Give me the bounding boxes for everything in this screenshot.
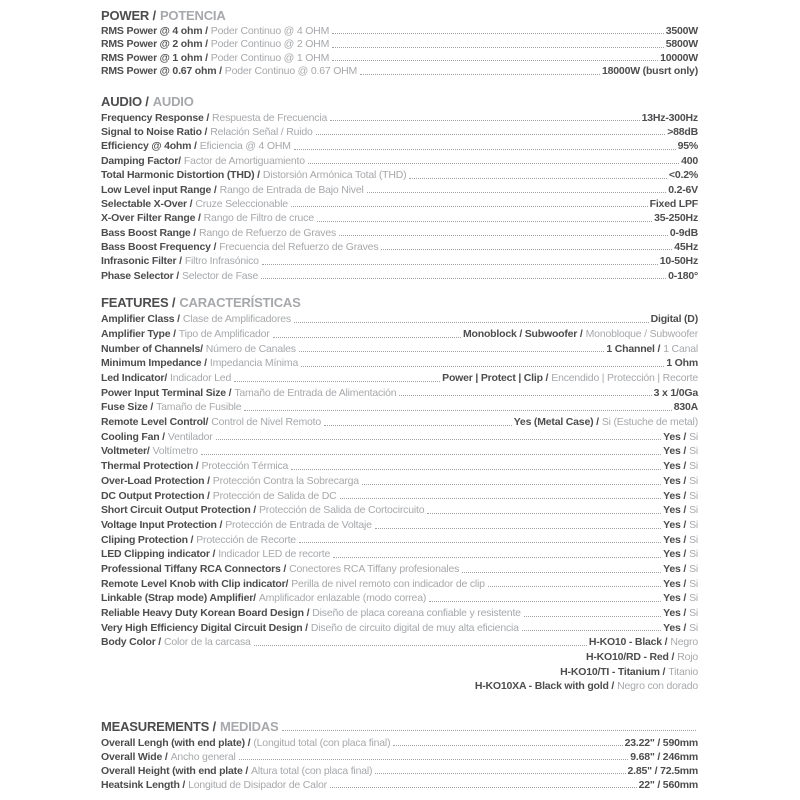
spec-value-en: Yes /: [663, 577, 687, 590]
dotted-leader: [294, 149, 676, 150]
spec-row: [101, 111, 698, 125]
spec-value-en: Yes /: [663, 548, 687, 561]
spec-row: [101, 269, 698, 283]
spec-label-es: Poder Continuo @ 0.67 OHM: [224, 65, 358, 78]
spec-label-es: Relación Señal / Ruido: [210, 125, 313, 138]
dotted-leader: [462, 572, 661, 573]
dotted-leader: [375, 528, 661, 529]
spec-row: [101, 518, 698, 533]
spec-value-en: H-KO10 - Black /: [588, 636, 668, 649]
dotted-leader: [234, 381, 440, 382]
dotted-leader: [299, 542, 661, 543]
dotted-leader: [273, 337, 461, 338]
section-measurements: [101, 720, 698, 792]
spec-label-es: Eficiencia @ 4 OHM: [199, 140, 291, 153]
spec-row: [101, 254, 698, 268]
spec-label-es: Perilla de nivel remoto con indicador de clip: [291, 577, 485, 590]
section-title-es: CARACTERÍSTICAS: [179, 295, 301, 311]
spec-row: [101, 139, 698, 153]
spec-label-en: Remote Level Knob with Clip indicator/: [101, 577, 289, 590]
section-audio: [101, 95, 698, 284]
spec-label-en: Over-Load Protection /: [101, 474, 210, 487]
spec-value-es: Negro con dorado: [617, 680, 698, 693]
spec-row: [101, 764, 698, 778]
spec-row: [101, 444, 698, 459]
dotted-leader: [429, 601, 661, 602]
dotted-leader: [301, 366, 664, 367]
dotted-leader: [254, 645, 587, 646]
spec-label-es: Frecuencia del Refuerzo de Graves: [219, 241, 379, 254]
spec-label-en: Professional Tiffany RCA Connectors /: [101, 562, 287, 575]
spec-value-en: Yes /: [663, 489, 687, 502]
spec-value-en: 13Hz-300Hz: [641, 111, 698, 124]
dotted-leader: [239, 759, 629, 760]
section-title-en: POWER /: [101, 8, 156, 23]
spec-value-en: Fixed LPF: [649, 197, 698, 210]
dotted-leader: [409, 178, 666, 179]
spec-label-es: Indicador Led: [170, 372, 232, 384]
dotted-leader: [330, 120, 640, 121]
spec-value-es: Si: [689, 518, 698, 531]
spec-value-es: Si: [689, 474, 698, 487]
dotted-leader: [367, 192, 667, 193]
spec-value-en: H-KO10/RD - Red /: [586, 651, 675, 664]
dotted-leader: [308, 163, 679, 164]
spec-label-en: Cliping Protection /: [101, 533, 194, 546]
spec-label-en: RMS Power @ 0.67 ohm /: [101, 65, 222, 78]
spec-row: [101, 474, 698, 489]
spec-label-en: Infrasonic Filter /: [101, 255, 182, 268]
spec-value-en: Digital (D): [650, 313, 698, 326]
spec-label-es: Poder Continuo @ 4 OHM: [210, 25, 330, 37]
spec-label-en: Bass Boost Range /: [101, 226, 197, 239]
spec-label-es: Distorsión Armónica Total (THD): [262, 169, 407, 182]
spec-label-en: Thermal Protection /: [101, 460, 199, 473]
dotted-leader: [216, 439, 662, 440]
dotted-leader: [316, 134, 666, 135]
spec-row: [101, 342, 698, 357]
spec-row: [101, 503, 698, 518]
spec-label-es: Protección Térmica: [201, 460, 289, 473]
spec-row: [101, 430, 698, 445]
spec-value-en: 3 x 1/0Ga: [653, 386, 698, 399]
spec-value-es: Si: [689, 504, 698, 517]
spec-label-en: Efficiency @ 4ohm /: [101, 140, 197, 153]
dotted-leader: [332, 33, 664, 34]
dotted-leader: [393, 745, 622, 746]
spec-label-es: Número de Canales: [205, 342, 296, 355]
spec-value-es: 1 Canal: [663, 342, 698, 355]
dotted-leader: [524, 616, 661, 617]
dotted-leader: [244, 410, 671, 411]
spec-value-en: >88dB: [667, 125, 698, 138]
spec-value-en: 0.2-6V: [668, 183, 698, 196]
spec-row: [101, 183, 698, 197]
spec-value-en: 0-180°: [668, 269, 698, 282]
section-title-measurements: [101, 720, 698, 734]
spec-row: [101, 415, 698, 430]
spec-row: [101, 778, 698, 792]
spec-label-es: Protección de Salida de DC: [212, 489, 337, 502]
dotted-leader: [330, 787, 637, 788]
spec-value-es: Si: [689, 548, 698, 561]
spec-row: [101, 154, 698, 168]
dotted-leader: [333, 557, 661, 558]
spec-value-en: Yes /: [663, 474, 687, 487]
spec-label-es: Factor de Amortiguamiento: [183, 154, 305, 167]
spec-value-es: Si: [689, 460, 698, 473]
dotted-leader: [317, 221, 652, 222]
dotted-leader: [261, 278, 666, 279]
dotted-leader: [291, 206, 648, 207]
spec-value-en: Yes /: [663, 460, 687, 473]
spec-row: [101, 168, 698, 182]
spec-row: [101, 562, 698, 577]
section-title-es: POTENCIA: [159, 8, 226, 23]
spec-label-en: Remote Level Control/: [101, 416, 209, 429]
spec-label-en: Minimum Impedance /: [101, 357, 207, 370]
dotted-leader: [332, 47, 664, 48]
spec-label-en: Body Color /: [101, 636, 162, 649]
dotted-leader: [488, 586, 661, 587]
spec-row: [101, 125, 698, 139]
spec-label-es: Tipo de Amplificador: [178, 327, 270, 340]
spec-label-en: LED Clipping indicator /: [101, 548, 216, 561]
spec-label-en: Voltmeter/: [101, 445, 150, 458]
spec-label-es: Tamaño de Fusible: [156, 401, 242, 414]
section-title-power: [101, 9, 698, 23]
spec-value-en: Yes /: [663, 562, 687, 575]
spec-row: [101, 606, 698, 621]
spec-value-es: Monobloque / Subwoofer: [585, 327, 698, 340]
dotted-leader: [399, 395, 651, 396]
spec-row: [101, 312, 698, 327]
spec-label-es: Control de Nivel Remoto: [211, 416, 322, 429]
spec-row: [101, 577, 698, 592]
dotted-leader: [362, 484, 661, 485]
section-title-es: MEDIDAS: [219, 719, 279, 735]
spec-row: [101, 386, 698, 401]
dotted-leader: [427, 513, 661, 514]
spec-value-en: 23.22" / 590mm: [624, 737, 698, 750]
spec-label-es: Poder Continuo @ 2 OHM: [210, 38, 330, 51]
dotted-leader: [339, 235, 668, 236]
spec-row: [101, 489, 698, 504]
spec-label-en: Total Harmonic Distortion (THD) /: [101, 169, 260, 182]
spec-label-en: Amplifier Class /: [101, 313, 180, 326]
spec-value-en: 45Hz: [674, 241, 698, 254]
spec-label-en: Overall Height (with end plate /: [101, 765, 249, 778]
spec-label-en: Phase Selector /: [101, 269, 179, 282]
spec-row: [101, 197, 698, 211]
spec-label-en: Cooling Fan /: [101, 430, 165, 443]
spec-label-en: Bass Boost Frequency /: [101, 241, 217, 254]
spec-label-en: Reliable Heavy Duty Korean Board Design /: [101, 607, 310, 619]
spec-row: [101, 635, 698, 650]
spec-label-es: Rango de Entrada de Bajo Nivel: [219, 183, 364, 196]
spec-value-es: Si: [689, 592, 698, 605]
spec-label-es: Respuesta de Frecuencia: [212, 111, 328, 124]
spec-label-en: Voltage Input Protection /: [101, 518, 223, 531]
spec-value-en: 35-250Hz: [654, 212, 698, 225]
spec-value-en: 1 Ohm: [666, 357, 698, 370]
spec-value-en: Yes /: [663, 518, 687, 531]
spec-row: [101, 400, 698, 415]
spec-value-en: Yes /: [663, 430, 687, 443]
spec-label-en: RMS Power @ 2 ohm /: [101, 38, 208, 51]
spec-row: [101, 38, 698, 51]
dotted-leader: [360, 74, 600, 75]
dotted-leader: [375, 773, 625, 774]
spec-row: [101, 25, 698, 38]
spec-label-es: Protección Contra la Sobrecarga: [212, 474, 359, 487]
dotted-leader: [299, 351, 605, 352]
spec-value-en: 3500W: [665, 25, 698, 37]
spec-label-es: Cruze Seleccionable: [195, 197, 288, 210]
spec-row: [101, 621, 698, 636]
section-title-en: AUDIO /: [101, 93, 149, 109]
spec-row: [101, 240, 698, 254]
spec-value-es: Si: [689, 430, 698, 443]
spec-value-en: Monoblock / Subwoofer /: [462, 327, 583, 340]
spec-value-en: 9.68" / 246mm: [630, 751, 698, 764]
spec-value-en: 2.85" / 72.5mm: [627, 765, 698, 778]
spec-row: [101, 591, 698, 606]
spec-label-es: Ancho general: [170, 751, 236, 764]
spec-value-es: Si: [689, 445, 698, 458]
spec-row: [101, 533, 698, 548]
spec-row: [101, 226, 698, 240]
spec-label-es: (Longitud total (con placa final): [253, 737, 391, 750]
spec-value-en: 5800W: [665, 38, 698, 51]
spec-value-es: Si: [689, 562, 698, 575]
spec-label-en: Very High Efficiency Digital Circuit Design /: [101, 621, 308, 634]
spec-label-en: Power Input Terminal Size /: [101, 386, 232, 399]
spec-label-en: Low Level input Range /: [101, 183, 217, 196]
section-title-en: FEATURES /: [101, 295, 176, 311]
spec-value-en: 400: [681, 154, 698, 167]
spec-label-en: RMS Power @ 1 ohm /: [101, 51, 208, 64]
spec-label-en: Overall Lengh (with end plate) /: [101, 737, 251, 750]
spec-value-es: Si: [689, 621, 698, 634]
spec-label-es: Indicador LED de recorte: [218, 548, 331, 561]
section-title-es: AUDIO: [152, 93, 194, 109]
spec-value-en: Yes /: [663, 607, 687, 619]
spec-value-en: Yes /: [663, 533, 687, 546]
spec-label-es: Amplificador enlazable (modo correa): [258, 592, 427, 605]
spec-value-es: Si: [689, 577, 698, 590]
spec-row: [101, 211, 698, 225]
spec-value-en: 18000W (busrt only): [602, 65, 698, 78]
spec-label-es: Longitud de Disipador de Calor: [188, 779, 327, 792]
dotted-leader: [332, 60, 658, 61]
spec-label-es: Selector de Fase: [181, 269, 259, 282]
spec-label-es: Poder Continuo @ 1 OHM: [210, 51, 330, 64]
spec-value-es: Titanio: [668, 665, 698, 678]
spec-label-en: Signal to Noise Ratio /: [101, 125, 208, 138]
section-title-features: [101, 296, 698, 310]
spec-value-es: Encendido | Protección | Recorte: [551, 372, 698, 384]
spec-label-en: X-Over Filter Range /: [101, 212, 201, 225]
spec-label-en: Overall Wide /: [101, 751, 168, 764]
dotted-leader: [324, 425, 512, 426]
spec-value-es: Si (Estuche de metal): [601, 416, 698, 429]
spec-value-en: H-KO10/TI - Titanium /: [560, 665, 666, 678]
spec-label-es: Impedancia Mínima: [209, 357, 299, 370]
spec-label-es: Diseño de placa coreana confiable y resistente: [312, 607, 521, 619]
spec-label-en: Fuse Size /: [101, 401, 154, 414]
spec-label-es: Conectores RCA Tiffany profesionales: [289, 562, 460, 575]
spec-label-en: Led Indicator/: [101, 372, 168, 384]
dotted-leader: [294, 322, 649, 323]
spec-value-en: 10000W: [660, 51, 698, 64]
spec-label-en: Amplifier Type /: [101, 327, 176, 340]
spec-row: [101, 750, 698, 764]
section-features: [101, 296, 698, 694]
spec-label-en: Short Circuit Output Protection /: [101, 504, 256, 517]
spec-label-en: DC Output Protection /: [101, 489, 210, 502]
spec-label-es: Color de la carcasa: [164, 636, 251, 649]
spec-row: [101, 356, 698, 371]
section-title-audio: [101, 95, 698, 109]
spec-label-es: Protección de Salida de Cortocircuito: [258, 504, 425, 517]
spec-value-en: Power | Protect | Clip /: [442, 372, 549, 384]
spec-row: [101, 459, 698, 474]
spec-label-es: Rango de Filtro de cruce: [203, 212, 314, 225]
spec-row: [101, 52, 698, 65]
spec-value-en: 0-9dB: [669, 226, 698, 239]
spec-value-en: Yes /: [663, 445, 687, 458]
spec-label-en: Number of Channels/: [101, 342, 203, 355]
spec-label-en: Linkable (Strap mode) Amplifier/: [101, 592, 256, 605]
section-power: [101, 9, 698, 79]
spec-value-en: Yes /: [663, 504, 687, 517]
dotted-leader: [381, 249, 672, 250]
spec-value-en: <0.2%: [668, 169, 698, 182]
spec-value-en: Yes /: [663, 592, 687, 605]
spec-label-es: Rango de Refuerzo de Graves: [199, 226, 337, 239]
spec-value-en: Yes /: [663, 621, 687, 634]
spec-value-en: 95%: [677, 140, 698, 153]
spec-value-en: 830A: [673, 401, 698, 414]
dotted-leader: [201, 454, 661, 455]
spec-row: [101, 371, 698, 386]
spec-row: [101, 679, 698, 694]
spec-row: [101, 65, 698, 78]
spec-value-en: H-KO10XA - Black with gold /: [474, 680, 615, 693]
spec-label-es: Tamaño de Entrada de Alimentación: [234, 386, 397, 399]
spec-value-en: 10-50Hz: [659, 255, 698, 268]
spec-label-en: Damping Factor/: [101, 154, 181, 167]
spec-row: [101, 547, 698, 562]
spec-value-es: Negro: [670, 636, 698, 649]
spec-value-es: Si: [689, 607, 698, 619]
spec-row: [101, 665, 698, 680]
spec-label-es: Protección de Entrada de Voltaje: [225, 518, 372, 531]
dotted-leader: [262, 264, 658, 265]
dotted-leader: [282, 730, 697, 731]
spec-label-es: Filtro Infrasónico: [184, 255, 259, 268]
dotted-leader: [522, 630, 661, 631]
spec-label-en: Selectable X-Over /: [101, 197, 193, 210]
spec-row: [101, 650, 698, 665]
spec-row: [101, 327, 698, 342]
spec-label-es: Protección de Recorte: [196, 533, 296, 546]
spec-value-en: 1 Channel /: [606, 342, 661, 355]
dotted-leader: [291, 469, 661, 470]
spec-value-en: 22" / 560mm: [638, 779, 698, 792]
spec-label-es: Diseño de circuito digital de muy alta eficiencia: [310, 621, 519, 634]
spec-value-es: Si: [689, 533, 698, 546]
spec-label-es: Ventilador: [167, 430, 213, 443]
spec-value-es: Rojo: [677, 651, 698, 664]
spec-label-es: Clase de Amplificadores: [182, 313, 291, 326]
spec-label-en: Heatsink Length /: [101, 779, 186, 792]
spec-label-en: RMS Power @ 4 ohm /: [101, 25, 208, 37]
spec-value-es: Si: [689, 489, 698, 502]
spec-row: [101, 736, 698, 750]
section-title-en: MEASUREMENTS /: [101, 719, 216, 735]
spec-value-en: Yes (Metal Case) /: [513, 416, 599, 429]
spec-label-es: Altura total (con placa final): [251, 765, 373, 778]
spec-label-en: Frequency Response /: [101, 111, 210, 124]
dotted-leader: [340, 498, 662, 499]
spec-label-es: Voltímetro: [152, 445, 198, 458]
